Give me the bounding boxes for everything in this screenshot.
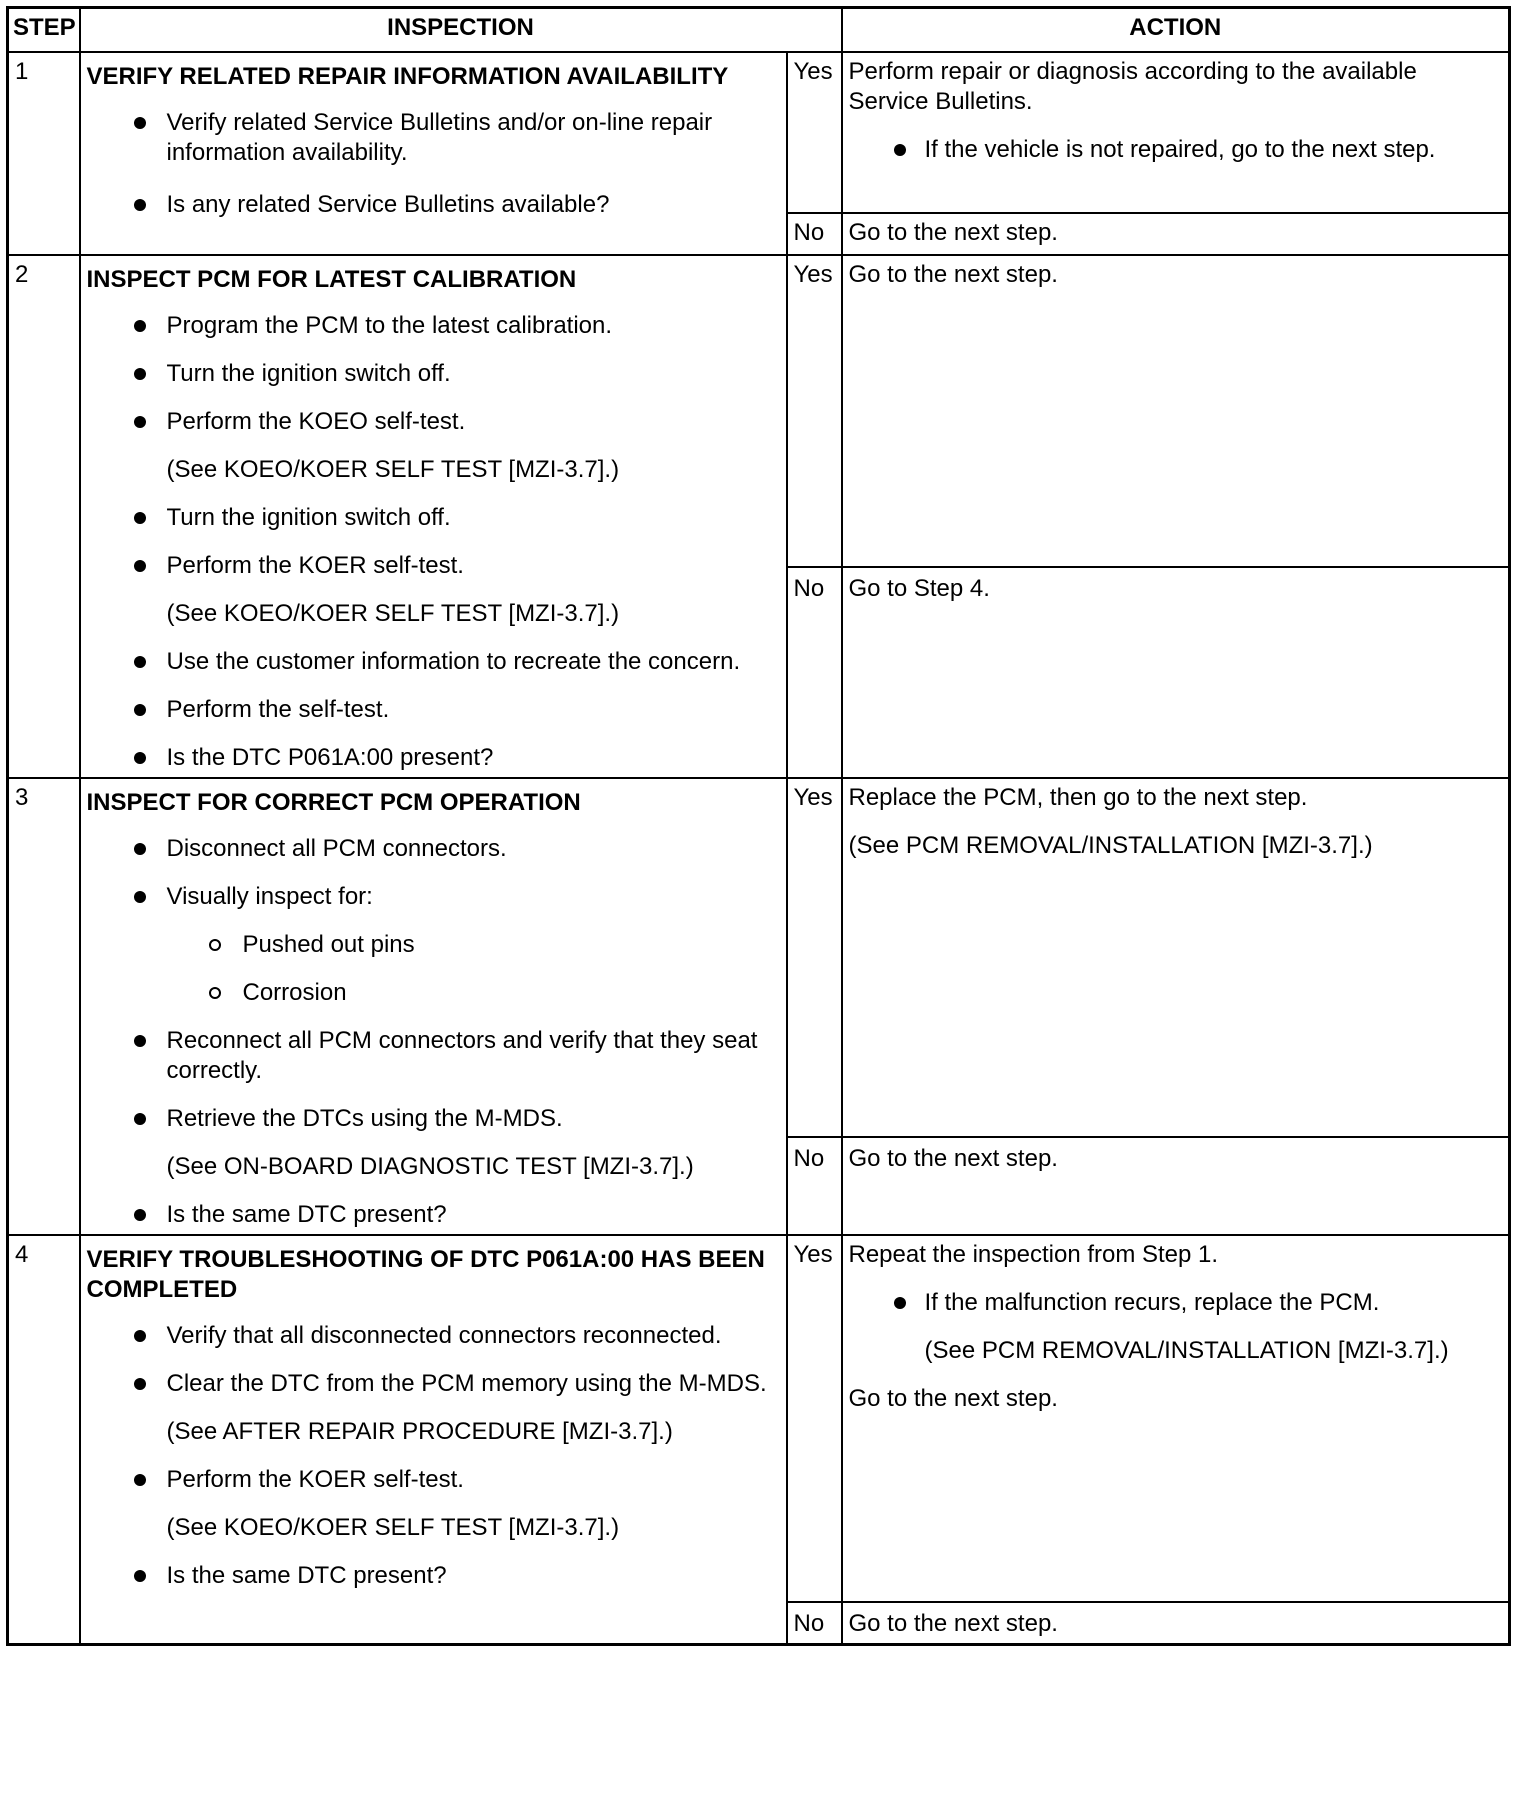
- no-label: No: [787, 567, 842, 778]
- header-step: STEP: [8, 8, 80, 53]
- no-action: Go to Step 4.: [842, 567, 1510, 778]
- step-number: 3: [8, 778, 80, 1235]
- inspection-reference: (See ON-BOARD DIAGNOSTIC TEST [MZI-3.7].): [166, 1153, 694, 1180]
- inspection-item: Is the same DTC present?: [87, 1561, 780, 1591]
- inspection-item: Reconnect all PCM connectors and verify that they seat correctly.: [87, 1026, 780, 1086]
- step-title: INSPECT PCM FOR LATEST CALIBRATION: [86, 266, 577, 293]
- inspection-reference: (See KOEO/KOER SELF TEST [MZI-3.7].): [166, 600, 620, 627]
- step-inspection: [80, 52, 787, 255]
- step-number: 1: [8, 52, 80, 255]
- header-inspection: INSPECTION: [80, 8, 842, 53]
- inspection-reference: (See AFTER REPAIR PROCEDURE [MZI-3.7].): [166, 1418, 673, 1445]
- step-inspection: [80, 778, 787, 1235]
- inspection-item: Use the customer information to recreate the concern.: [87, 647, 780, 677]
- no-action: Go to the next step.: [842, 1602, 1510, 1645]
- inspection-item: Retrieve the DTCs using the M-MDS.: [87, 1104, 780, 1134]
- yes-action: [842, 1235, 1510, 1602]
- inspection-item: Program the PCM to the latest calibration.: [87, 311, 780, 341]
- step-number: 4: [8, 1235, 80, 1645]
- no-label: No: [787, 213, 842, 255]
- no-label: No: [787, 1137, 842, 1235]
- inspection-item: Is any related Service Bulletins available?: [87, 190, 780, 220]
- step-title: VERIFY RELATED REPAIR INFORMATION AVAILABILITY: [86, 63, 729, 90]
- yes-action: [842, 778, 1510, 1137]
- yes-label: Yes: [787, 1235, 842, 1602]
- yes-action: Go to the next step.: [842, 255, 1510, 567]
- inspection-item: Clear the DTC from the PCM memory using the M-MDS.: [87, 1369, 780, 1399]
- inspection-item: Disconnect all PCM connectors.: [87, 834, 780, 864]
- step-1-yes-row: [8, 52, 1510, 213]
- inspection-subitem: Corrosion: [87, 978, 780, 1008]
- inspection-item: Is the DTC P061A:00 present?: [87, 743, 780, 773]
- inspection-subitem: Pushed out pins: [87, 930, 780, 960]
- yes-label: Yes: [787, 52, 842, 213]
- no-action: Go to the next step.: [842, 1137, 1510, 1235]
- step-inspection: [80, 255, 787, 778]
- step-title: VERIFY TROUBLESHOOTING OF DTC P061A:00 HAS BEEN COMPLETED: [86, 1246, 765, 1303]
- table-header-row: [8, 8, 1510, 53]
- inspection-item: Perform the KOEO self-test.: [87, 407, 780, 437]
- diagnostic-procedure-table: [6, 6, 1511, 1646]
- action-item: If the malfunction recurs, replace the PCM.: [849, 1288, 1503, 1318]
- step-2-yes-row: [8, 255, 1510, 567]
- step-3-yes-row: [8, 778, 1510, 1137]
- yes-label: Yes: [787, 778, 842, 1137]
- inspection-reference: (See KOEO/KOER SELF TEST [MZI-3.7].): [166, 456, 620, 483]
- inspection-item: Verify related Service Bulletins and/or on-line repair information availability.: [87, 108, 780, 168]
- inspection-item: Perform the KOER self-test.: [87, 1465, 780, 1495]
- action-item: If the vehicle is not repaired, go to the next step.: [849, 135, 1503, 165]
- inspection-item: Is the same DTC present?: [87, 1200, 780, 1230]
- action-text: Go to the next step.: [848, 1385, 1058, 1412]
- yes-label: Yes: [787, 255, 842, 567]
- step-inspection: [80, 1235, 787, 1645]
- action-reference: (See PCM REMOVAL/INSTALLATION [MZI-3.7].): [848, 832, 1373, 859]
- no-label: No: [787, 1602, 842, 1645]
- inspection-item: Visually inspect for:: [87, 882, 780, 912]
- inspection-item: Perform the KOER self-test.: [87, 551, 780, 581]
- inspection-item: Perform the self-test.: [87, 695, 780, 725]
- step-4-yes-row: [8, 1235, 1510, 1602]
- inspection-item: Turn the ignition switch off.: [87, 359, 780, 389]
- action-reference: (See PCM REMOVAL/INSTALLATION [MZI-3.7].): [924, 1337, 1449, 1364]
- inspection-item: Turn the ignition switch off.: [87, 503, 780, 533]
- no-action: Go to the next step.: [842, 213, 1510, 255]
- action-text: Perform repair or diagnosis according to the available Service Bulletins.: [848, 58, 1417, 115]
- action-text: Repeat the inspection from Step 1.: [848, 1241, 1219, 1268]
- action-text: Replace the PCM, then go to the next step.: [848, 784, 1308, 811]
- step-number: 2: [8, 255, 80, 778]
- inspection-reference: (See KOEO/KOER SELF TEST [MZI-3.7].): [166, 1514, 620, 1541]
- step-title: INSPECT FOR CORRECT PCM OPERATION: [86, 789, 581, 816]
- inspection-item: Verify that all disconnected connectors reconnected.: [87, 1321, 780, 1351]
- header-action: ACTION: [842, 8, 1510, 53]
- yes-action: [842, 52, 1510, 213]
